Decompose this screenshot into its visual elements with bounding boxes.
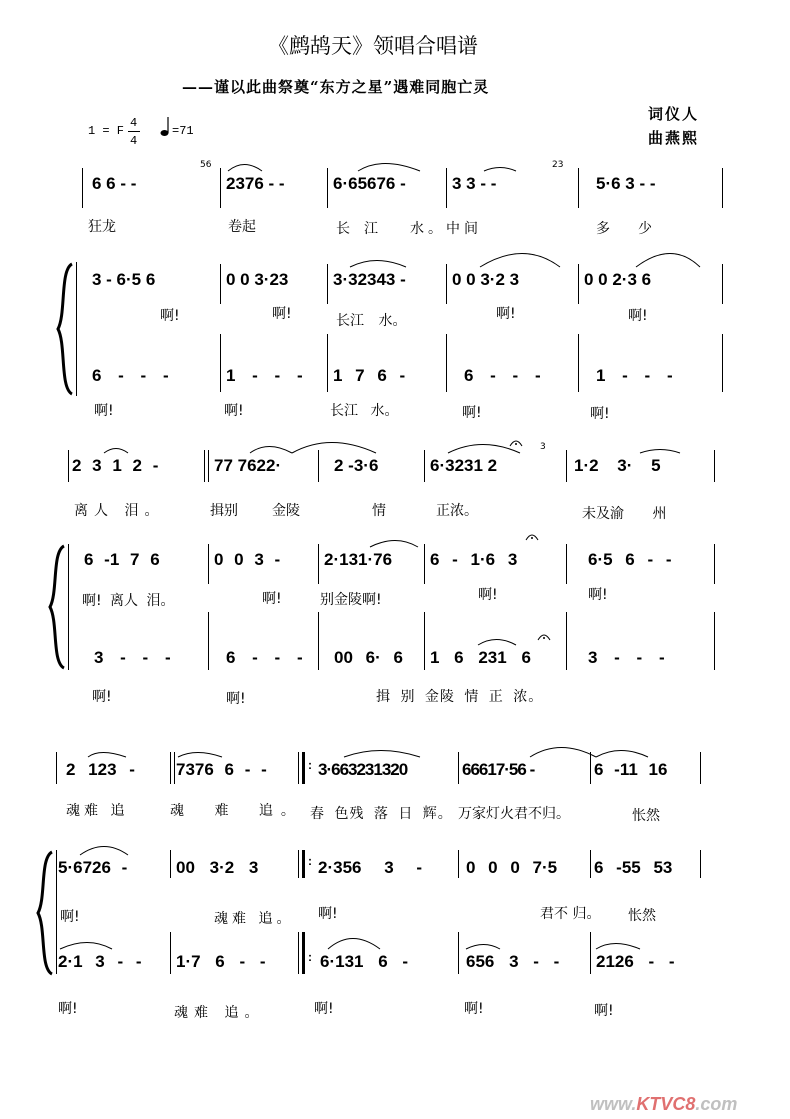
s2-lower-m5: 3 - - - [588, 648, 665, 667]
watermark-suffix: .com [695, 1094, 738, 1114]
quarter-note-icon [160, 116, 170, 138]
s2-lower-lyric-3: 揖 别 金陵 情 正 浓。 [376, 689, 544, 705]
s1-lower-lyric-2: 啊! [224, 403, 244, 419]
choir-brace-1 [56, 262, 76, 400]
s3-upper-m5: 6 -55 53 [594, 858, 673, 877]
s1-lower-m1: 6 - - - [92, 366, 169, 385]
s3-upper-lyric-2: 魂难 追。 [214, 911, 295, 927]
s2-lower-m1: 3 - - - [94, 648, 171, 667]
s3-lead-lyric-1: 魂难 追 [66, 803, 129, 819]
s2-lead-m5: 1·2 3· 5 [574, 456, 661, 475]
s1-lead-grace-2: 23 [552, 160, 564, 170]
s1-upper-lyric-2: 啊! [272, 306, 292, 322]
s2-upper-m1: 6 -1 7 6 [84, 550, 160, 569]
s1-upper-lyric-5: 啊! [628, 308, 648, 324]
repeat-sign-1: : [308, 758, 312, 772]
s3-lower-lyric-1: 啊! [58, 1001, 78, 1017]
s1-lead-m4: 3 3 - - [452, 174, 497, 193]
s3-upper-lyric-3: 啊! [318, 906, 338, 922]
s2-lower-m3: 00 6· 6 [334, 648, 403, 667]
key-signature: 1 = F [88, 124, 125, 138]
s2-upper-m3: 2·131·76 [324, 550, 393, 569]
s1-upper-lyric-4: 啊! [496, 306, 516, 322]
time-signature-top: 4 [130, 116, 138, 130]
time-signature-line [128, 131, 140, 132]
repeat-sign-3: : [308, 950, 312, 964]
s1-lead-lyric-5: 多少 [596, 221, 680, 237]
s2-lead-m3: 2 -3·6 [334, 456, 379, 475]
choir-brace-2 [48, 544, 68, 674]
s1-upper-m4: 0 0 3·2 3 [452, 270, 520, 289]
s2-lead-lyric-4: 情 [372, 503, 386, 519]
s3-lead-m1: 2 123 - [66, 760, 135, 779]
s3-lead-m5: 6 -11 16 [594, 760, 668, 779]
s2-lead-grace-1: 3 [540, 442, 546, 452]
s3-upper-lyric-4: 君不 归。 [540, 906, 601, 922]
s2-lead-lyric-3: 金陵 [272, 503, 300, 519]
s2-upper-lyric-4: 啊! [478, 587, 498, 603]
score-title: 《鹧鸪天》领唱合唱谱 [268, 34, 478, 58]
s3-upper-m2: 00 3·2 3 [176, 858, 259, 877]
s2-lead-lyric-2: 揖别 [210, 503, 238, 519]
choir-brace-3 [36, 850, 56, 980]
s1-lead-grace-1: 56 [200, 160, 212, 170]
s1-lower-m4: 6 - - - [464, 366, 541, 385]
s2-upper-lyric-1: 啊! 离人 泪。 [82, 593, 175, 609]
s1-lead-m2: 2376 - - [226, 174, 285, 193]
s3-upper-lyric-5: 怅然 [628, 908, 656, 924]
s2-lead-m2: 77 7622· [214, 456, 282, 475]
s1-lead-lyric-4: 水。中间 [410, 221, 482, 237]
tempo-marking: =71 [172, 124, 194, 138]
repeat-sign-2: : [308, 854, 312, 868]
s3-lead-lyric-4: 万家灯火君不归。 [458, 806, 570, 822]
lyricist-credit: 词仪人 [648, 105, 700, 123]
s2-upper-lyric-5: 啊! [588, 587, 608, 603]
s3-lead-m4: 66617·56 - [462, 760, 535, 779]
s3-lead-lyric-5: 怅然 [632, 808, 660, 824]
s1-upper-lyric-1: 啊! [160, 308, 180, 324]
s1-upper-lyric-3: 长江 水。 [336, 313, 407, 329]
s3-upper-lyric-1: 啊! [60, 909, 80, 925]
s1-lead-m5: 5·6 3 - - [596, 174, 656, 193]
s3-lower-m4: 656 3 - - [466, 952, 560, 971]
s2-upper-m2: 0 0 3 - [214, 550, 281, 569]
s3-lower-m2: 1·7 6 - - [176, 952, 266, 971]
s3-upper-m1: 5·6726 - [58, 858, 128, 877]
s2-lower-m4: 1 6 231 6 [430, 648, 531, 667]
s2-lead-m4: 6·3231 2 [430, 456, 498, 475]
s1-upper-m2: 0 0 3·23 [226, 270, 289, 289]
s3-lead-lyric-2: 魂 难 追。 [170, 803, 303, 819]
s1-lower-m5: 1 - - - [596, 366, 673, 385]
s1-lower-lyric-4: 啊! [462, 405, 482, 421]
s3-lower-lyric-3: 啊! [314, 1001, 334, 1017]
s2-lead-m1: 2 3 1 2 - [72, 456, 159, 475]
s2-lower-lyric-1: 啊! [92, 689, 112, 705]
s1-lower-m3: 1 7 6 - [333, 366, 406, 385]
s2-upper-m5: 6·5 6 - - [588, 550, 672, 569]
s3-upper-m4: 0 0 0 7·5 [466, 858, 558, 877]
s3-lower-m1: 2·1 3 - - [58, 952, 142, 971]
s1-lower-lyric-1: 啊! [94, 403, 114, 419]
s1-upper-m3: 3·32343 - [333, 270, 406, 289]
s1-lead-m1: 6 6 - - [92, 174, 137, 193]
s1-lead-m3: 6·65676 - [333, 174, 406, 193]
s3-lower-lyric-4: 啊! [464, 1001, 484, 1017]
s3-lower-lyric-5: 啊! [594, 1003, 614, 1019]
s2-upper-m4: 6 - 1·6 3 [430, 550, 518, 569]
time-signature-bottom: 4 [130, 134, 138, 148]
s3-lead-m3: 3·663231320 [318, 760, 408, 779]
s3-upper-m3: 2·356 3 - [318, 858, 423, 877]
s1-lead-lyric-1: 狂龙 [88, 219, 116, 235]
s1-upper-m5: 0 0 2·3 6 [584, 270, 652, 289]
s1-lower-lyric-5: 啊! [590, 406, 610, 422]
s3-lead-lyric-3: 春 色残 落 日 辉。 [310, 806, 453, 822]
s1-lead-lyric-3: 长江 [336, 221, 392, 237]
s3-lower-m5: 2126 - - [596, 952, 675, 971]
s1-upper-m1: 3 - 6·5 6 [92, 270, 156, 289]
s3-lower-m3: 6·131 6 - [320, 952, 409, 971]
s3-lower-lyric-2: 魂难 追。 [174, 1005, 265, 1021]
s1-lower-m2: 1 - - - [226, 366, 303, 385]
s2-lower-lyric-2: 啊! [226, 691, 246, 707]
s2-lower-m2: 6 - - - [226, 648, 303, 667]
s2-lead-lyric-1: 离人 泪。 [74, 503, 165, 519]
s3-lead-m2: 7376 6 - - [176, 760, 267, 779]
composer-credit: 曲燕熙 [648, 129, 700, 147]
site-watermark [590, 1094, 737, 1115]
score-subtitle: ——谨以此曲祭奠“东方之星”遇难同胞亡灵 [182, 78, 490, 96]
s1-lower-lyric-3: 长江 水。 [330, 403, 399, 419]
s2-upper-lyric-3: 别金陵啊! [320, 592, 382, 608]
watermark-prefix: www. [590, 1094, 637, 1114]
watermark-brand: KTVC8 [636, 1094, 696, 1114]
s1-lead-lyric-2: 卷起 [228, 219, 256, 235]
s2-upper-lyric-2: 啊! [262, 591, 282, 607]
s2-lead-lyric-5: 正浓。 [436, 503, 478, 519]
s2-lead-lyric-6: 未及渝 州 [582, 506, 667, 522]
